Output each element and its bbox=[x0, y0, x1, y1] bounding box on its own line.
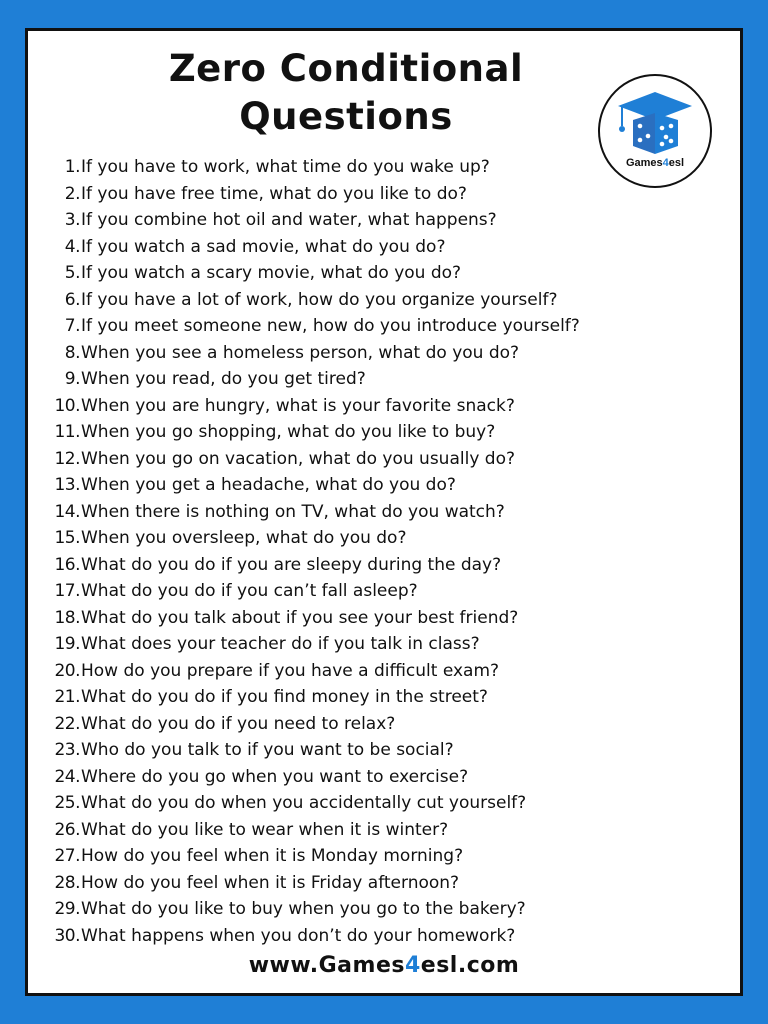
question-text: When you go on vacation, what do you usually do? bbox=[81, 448, 515, 469]
question-text: Who do you talk to if you want to be social? bbox=[81, 740, 454, 760]
question-text: What do you like to buy when you go to the bakery? bbox=[81, 899, 526, 919]
question-text: What do you do if you need to relax? bbox=[81, 713, 396, 734]
page-title: Zero Conditional Questions bbox=[168, 47, 524, 138]
question-item bbox=[28, 552, 728, 579]
question-item bbox=[28, 366, 728, 393]
question-item bbox=[28, 499, 728, 526]
question-item bbox=[28, 340, 728, 367]
question-text: What do you talk about if you see your best friend? bbox=[81, 607, 519, 628]
question-text: If you have free time, what do you like to do? bbox=[81, 183, 467, 204]
question-item bbox=[28, 446, 728, 473]
question-number: 3. bbox=[64, 210, 80, 230]
logo-wordmark: Games4esl bbox=[625, 157, 685, 169]
question-item bbox=[28, 870, 728, 897]
question-item bbox=[28, 737, 728, 764]
questions-list bbox=[28, 154, 728, 949]
question-number: 20. bbox=[54, 660, 80, 681]
question-number: 21. bbox=[54, 687, 80, 707]
question-number: 8. bbox=[64, 342, 80, 363]
question-item bbox=[28, 764, 728, 791]
question-number: 29. bbox=[54, 899, 80, 919]
question-text: When there is nothing on TV, what do you watch? bbox=[81, 501, 505, 522]
question-number: 10. bbox=[54, 395, 80, 416]
question-text: How do you prepare if you have a difficult exam? bbox=[81, 660, 500, 681]
question-item bbox=[28, 817, 728, 844]
question-text: Where do you go when you want to exercise? bbox=[81, 766, 469, 787]
question-text: What does your teacher do if you talk in class? bbox=[81, 634, 480, 654]
question-text: When you oversleep, what do you do? bbox=[81, 528, 407, 548]
question-number: 15. bbox=[54, 528, 80, 548]
question-text: If you watch a scary movie, what do you do? bbox=[81, 263, 462, 283]
question-item bbox=[28, 896, 728, 923]
website-url: www.Games4esl.com bbox=[248, 953, 520, 978]
question-number: 7. bbox=[64, 316, 80, 336]
question-number: 11. bbox=[54, 422, 80, 442]
question-number: 23. bbox=[54, 740, 80, 760]
question-text: What happens when you don’t do your homework? bbox=[81, 925, 516, 946]
question-item bbox=[28, 393, 728, 420]
question-text: If you meet someone new, how do you introduce yourself? bbox=[81, 316, 580, 336]
question-text: How do you feel when it is Friday afternoon? bbox=[81, 872, 460, 893]
question-text: What do you do if you can’t fall asleep? bbox=[81, 581, 418, 601]
question-number: 18. bbox=[54, 607, 80, 628]
question-text: When you are hungry, what is your favorite snack? bbox=[81, 395, 515, 416]
question-number: 1. bbox=[64, 157, 80, 177]
question-text: If you watch a sad movie, what do you do? bbox=[81, 236, 446, 257]
question-text: What do you like to wear when it is winter? bbox=[81, 819, 449, 840]
question-number: 27. bbox=[54, 846, 80, 866]
question-number: 24. bbox=[54, 766, 80, 787]
question-number: 5. bbox=[64, 263, 80, 283]
question-item bbox=[28, 313, 728, 340]
question-item bbox=[28, 207, 728, 234]
question-number: 16. bbox=[54, 554, 80, 575]
question-number: 6. bbox=[64, 289, 80, 310]
question-item bbox=[28, 525, 728, 552]
question-number: 17. bbox=[54, 581, 80, 601]
question-text: If you combine hot oil and water, what happens? bbox=[81, 210, 497, 230]
question-item bbox=[28, 843, 728, 870]
question-number: 14. bbox=[54, 501, 80, 522]
question-number: 28. bbox=[54, 872, 80, 893]
question-item bbox=[28, 472, 728, 499]
question-text: When you see a homeless person, what do you do? bbox=[81, 342, 520, 363]
question-item bbox=[28, 923, 728, 950]
question-number: 2. bbox=[64, 183, 80, 204]
question-number: 9. bbox=[64, 369, 80, 389]
question-number: 25. bbox=[54, 793, 80, 813]
question-text: What do you do if you are sleepy during the day? bbox=[81, 554, 502, 575]
question-item bbox=[28, 578, 728, 605]
question-item bbox=[28, 605, 728, 632]
question-item bbox=[28, 234, 728, 261]
question-item bbox=[28, 711, 728, 738]
question-item bbox=[28, 658, 728, 685]
question-text: If you have a lot of work, how do you organize yourself? bbox=[81, 289, 558, 310]
question-text: If you have to work, what time do you wake up? bbox=[81, 157, 490, 177]
question-text: What do you do if you find money in the street? bbox=[81, 687, 488, 707]
question-number: 22. bbox=[54, 713, 80, 734]
question-text: When you read, do you get tired? bbox=[81, 369, 366, 389]
question-number: 13. bbox=[54, 475, 80, 495]
question-item bbox=[28, 631, 728, 658]
question-item bbox=[28, 287, 728, 314]
question-item bbox=[28, 154, 728, 181]
question-item bbox=[28, 419, 728, 446]
question-text: How do you feel when it is Monday morning? bbox=[81, 846, 464, 866]
question-item bbox=[28, 260, 728, 287]
question-item bbox=[28, 181, 728, 208]
question-number: 4. bbox=[64, 236, 80, 257]
question-number: 26. bbox=[54, 819, 80, 840]
question-text: When you get a headache, what do you do? bbox=[81, 475, 456, 495]
question-number: 12. bbox=[54, 448, 80, 469]
question-text: What do you do when you accidentally cut yourself? bbox=[81, 793, 527, 813]
question-number: 30. bbox=[54, 925, 80, 946]
question-item bbox=[28, 684, 728, 711]
worksheet bbox=[25, 28, 743, 996]
question-text: When you go shopping, what do you like to buy? bbox=[81, 422, 496, 442]
question-number: 19. bbox=[54, 634, 80, 654]
question-item bbox=[28, 790, 728, 817]
